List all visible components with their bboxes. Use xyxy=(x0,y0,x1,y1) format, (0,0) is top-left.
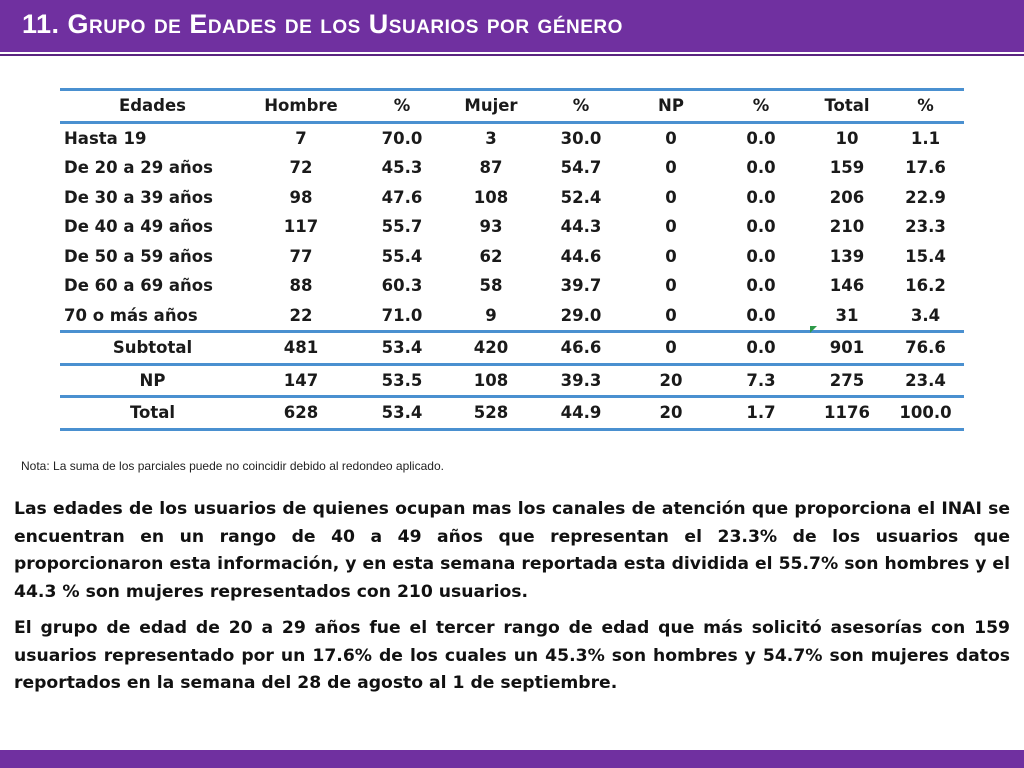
table-cell: 23.3 xyxy=(905,217,946,237)
table-cell: 20 xyxy=(659,370,683,390)
table-cell: 9 xyxy=(485,305,497,325)
table-cell: 76.6 xyxy=(905,338,946,358)
column-header: % xyxy=(572,96,590,116)
table-cell: 7.3 xyxy=(746,370,776,390)
table-cell: 146 xyxy=(829,276,865,296)
table-cell: 70 o más años xyxy=(64,305,198,325)
table-cell: 87 xyxy=(479,158,503,178)
table-cell: 88 xyxy=(289,276,313,296)
table-cell: 72 xyxy=(289,158,313,178)
table-cell: 206 xyxy=(829,187,865,207)
table-cell: 60.3 xyxy=(381,276,423,296)
table-header-row xyxy=(60,90,964,123)
table-row xyxy=(60,122,964,153)
table-cell: 1.1 xyxy=(910,128,941,148)
column-header: Edades xyxy=(118,96,187,116)
table-cell: Subtotal xyxy=(112,338,193,358)
table-cell: 0 xyxy=(665,276,677,296)
table-cell: 0.0 xyxy=(746,128,776,148)
table-cell: 0.0 xyxy=(746,305,776,325)
table-row xyxy=(60,212,964,242)
table-cell: 100.0 xyxy=(899,403,952,423)
table-cell: 0.0 xyxy=(746,246,776,266)
table-cell: 7 xyxy=(295,128,307,148)
table-cell: 70.0 xyxy=(381,128,423,148)
table-row xyxy=(60,301,964,332)
column-header: Total xyxy=(824,96,870,116)
table-cell: 108 xyxy=(473,187,509,207)
table-cell: 0 xyxy=(665,246,677,266)
total-row xyxy=(60,397,964,430)
table-cell: 39.3 xyxy=(560,370,602,390)
table-cell: 62 xyxy=(479,246,503,266)
table-row xyxy=(60,242,964,272)
table-row xyxy=(60,153,964,183)
table-cell: 117 xyxy=(283,217,319,237)
body-text xyxy=(14,496,1010,707)
table-cell: 275 xyxy=(829,370,865,390)
table-cell: 0.0 xyxy=(746,276,776,296)
table-cell: 55.7 xyxy=(381,217,423,237)
table-cell: 93 xyxy=(479,217,503,237)
table-cell: 139 xyxy=(829,246,865,266)
paragraph: El grupo de edad de 20 a 29 años fue el tercer rango de edad que más solicitó asesorías con 159 usuarios representado por un 17.6% de los cuales un 45.3% son hombres y 54.7% son mujeres datos reportados en la semana del 28 de agosto al 1 de septiembre. xyxy=(14,618,1010,693)
table-cell: 45.3 xyxy=(381,158,423,178)
table-cell: NP xyxy=(139,370,166,390)
subtotal-row xyxy=(60,332,964,365)
table-cell: 3 xyxy=(485,128,497,148)
column-header: % xyxy=(752,96,770,116)
column-header: NP xyxy=(658,96,684,116)
table-cell: 481 xyxy=(283,338,319,358)
table-cell: 0.0 xyxy=(746,158,776,178)
table-cell: 17.6 xyxy=(905,158,946,178)
table-cell: De 40 a 49 años xyxy=(64,217,213,237)
np-row xyxy=(60,364,964,397)
table-cell: 31 xyxy=(835,305,859,325)
table-cell: 0 xyxy=(665,305,677,325)
table-cell: 901 xyxy=(829,338,865,358)
column-header: Mujer xyxy=(464,96,518,116)
table-cell: 39.7 xyxy=(560,276,602,296)
table-cell: De 60 a 69 años xyxy=(64,276,213,296)
table-cell: 55.4 xyxy=(381,246,423,266)
table-cell: 1176 xyxy=(824,403,870,423)
age-gender-table-container xyxy=(60,88,964,431)
table-cell: 420 xyxy=(473,338,509,358)
table-cell: 628 xyxy=(283,403,319,423)
table-cell: 47.6 xyxy=(381,187,423,207)
table-cell: 0 xyxy=(665,187,677,207)
table-cell: 0.0 xyxy=(746,187,776,207)
table-cell: 108 xyxy=(473,370,509,390)
table-cell: 98 xyxy=(289,187,313,207)
table-cell: 0 xyxy=(665,338,677,358)
table-cell: 53.4 xyxy=(381,338,423,358)
table-cell: 53.5 xyxy=(381,370,423,390)
table-cell: 58 xyxy=(479,276,503,296)
table-cell: 54.7 xyxy=(560,158,602,178)
table-cell: 53.4 xyxy=(381,403,423,423)
title-bar xyxy=(0,0,1024,54)
page-title: 11. Grupo de Edades de los Usuarios por género xyxy=(22,9,623,39)
table-cell: 44.3 xyxy=(560,217,602,237)
table-cell: 528 xyxy=(473,403,509,423)
table-cell: 0 xyxy=(665,128,677,148)
bottom-bar xyxy=(0,750,1024,768)
age-gender-table xyxy=(60,88,964,431)
table-cell: 0.0 xyxy=(746,338,776,358)
table-cell: 30.0 xyxy=(560,128,602,148)
table-row xyxy=(60,183,964,213)
table-cell: De 30 a 39 años xyxy=(64,187,213,207)
table-cell: 44.6 xyxy=(560,246,602,266)
table-cell: 22.9 xyxy=(905,187,946,207)
table-cell: 210 xyxy=(829,217,865,237)
column-header: Hombre xyxy=(264,96,338,116)
table-cell: 147 xyxy=(283,370,319,390)
footnote: Nota: La suma de los parciales puede no coincidir debido al redondeo aplicado. xyxy=(21,459,444,473)
table-cell: 23.4 xyxy=(905,370,946,390)
table-cell: Hasta 19 xyxy=(64,128,147,148)
table-cell: 22 xyxy=(289,305,313,325)
table-cell: 20 xyxy=(659,403,683,423)
table-cell: De 20 a 29 años xyxy=(64,158,213,178)
table-cell: Total xyxy=(129,403,176,423)
table-cell: 44.9 xyxy=(560,403,602,423)
table-cell: 16.2 xyxy=(905,276,946,296)
table-cell: 52.4 xyxy=(560,187,602,207)
table-cell: 159 xyxy=(829,158,865,178)
column-header: % xyxy=(917,96,934,116)
table-cell: 0.0 xyxy=(746,217,776,237)
table-cell: 3.4 xyxy=(910,305,941,325)
table-cell: 71.0 xyxy=(381,305,423,325)
table-cell: 1.7 xyxy=(746,403,776,423)
paragraph: Las edades de los usuarios de quienes ocupan mas los canales de atención que proporciona el INAI se encuentran en un rango de 40 a 49 años que representan el 23.3% de los usuarios que proporcionaron esta información, y en esta semana reportada esta dividida el 55.7% son hombres y el 44.3 % son mujeres representados con 210 usuarios. xyxy=(14,499,1010,602)
table-cell: 10 xyxy=(835,128,859,148)
table-cell: 46.6 xyxy=(560,338,602,358)
table-row xyxy=(60,271,964,301)
column-header: % xyxy=(393,96,411,116)
cell-comment-marker-icon xyxy=(810,326,817,333)
table-cell: 15.4 xyxy=(905,246,946,266)
table-cell: 29.0 xyxy=(560,305,602,325)
table-cell: 77 xyxy=(289,246,313,266)
table-cell: 0 xyxy=(665,217,677,237)
table-cell: De 50 a 59 años xyxy=(64,246,213,266)
table-cell: 0 xyxy=(665,158,677,178)
